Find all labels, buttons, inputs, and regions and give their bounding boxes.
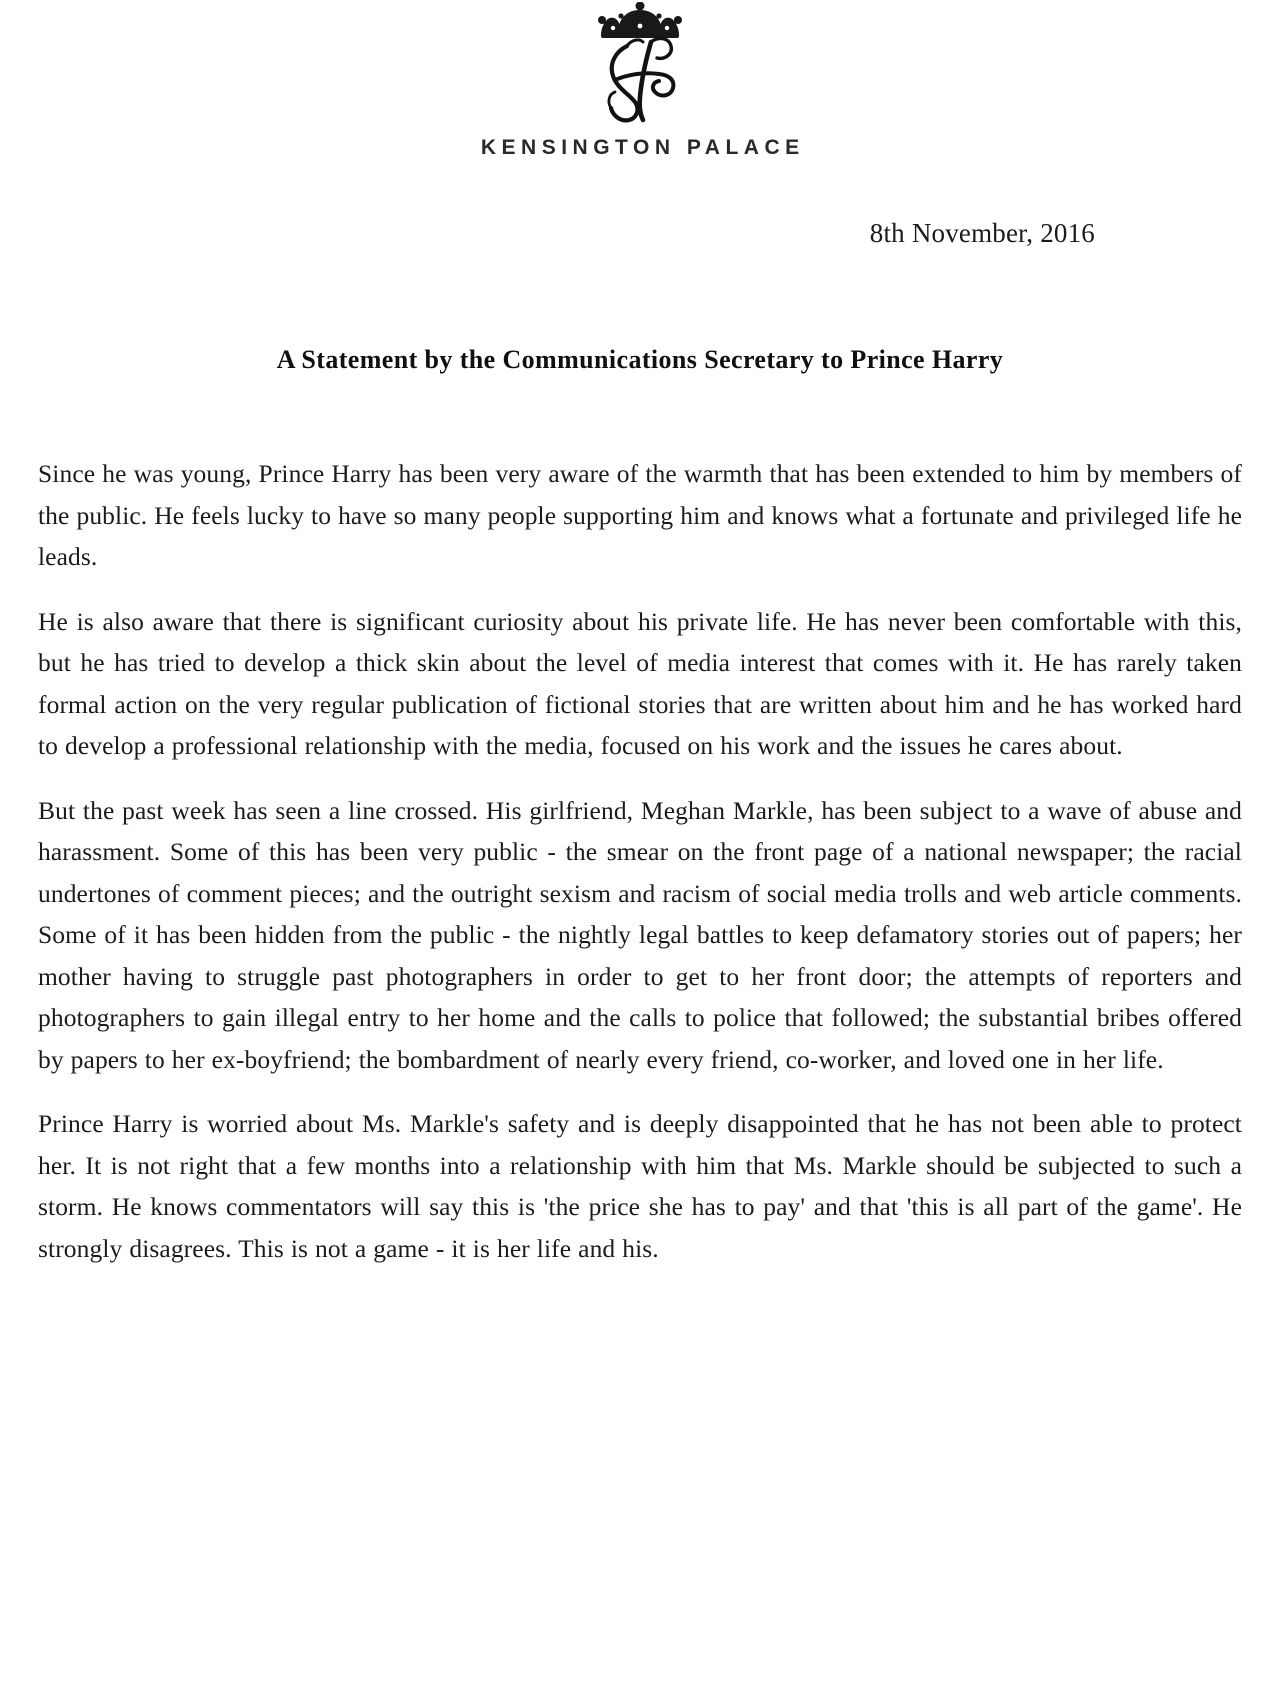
letterhead bbox=[0, 0, 1280, 160]
paragraph: He is also aware that there is significant curiosity about his private life. He has never been comfortable with this, but he has tried to develop a thick skin about the level of media interest that comes with it. He has rarely taken formal action on the very regular publication of fictional stories that are written about him and he has worked hard to develop a professional relationship with the media, focused on his work and the issues he cares about. bbox=[38, 606, 1242, 760]
organisation-name: KENSINGTON PALACE bbox=[480, 136, 805, 159]
statement-body bbox=[0, 453, 1280, 1269]
paragraph: Prince Harry is worried about Ms. Markle's safety and is deeply disappointed that he has not been able to protect her. It is not right that a few months into a relationship with him that Ms. Markle should be subjected to such a storm. He knows commentators will say this is 'the price she has to pay' and that 'this is all part of the game'. He strongly disagrees. This is not a game - it is her life and his. bbox=[38, 1109, 1242, 1263]
paragraph: Since he was young, Prince Harry has been very aware of the warmth that has been extended to him by members of the public. He feels lucky to have so many people supporting him and knows what a fortunate and privileged life he leads. bbox=[38, 459, 1242, 571]
document-title: A Statement by the Communications Secretary to Prince Harry bbox=[276, 345, 1004, 374]
date-line: 8th November, 2016 bbox=[869, 218, 1095, 248]
crowned-script-h-monogram-icon bbox=[555, 2, 725, 130]
paragraph: But the past week has seen a line crossed. His girlfriend, Meghan Markle, has been subject to a wave of abuse and harassment. Some of this has been very public - the smear on the front page of a national newspaper; the racial undertones of comment pieces; and the outright sexism and racism of social media trolls and web article comments. Some of it has been hidden from the public - the nightly legal battles to keep defamatory stories out of papers; her mother having to struggle past photographers in order to get to her front door; the attempts of reporters and photographers to gain illegal entry to her home and the calls to police that followed; the substantial bribes offered by papers to her ex-boyfriend; the bombardment of nearly every friend, co-worker, and loved one in her life. bbox=[38, 795, 1242, 1074]
